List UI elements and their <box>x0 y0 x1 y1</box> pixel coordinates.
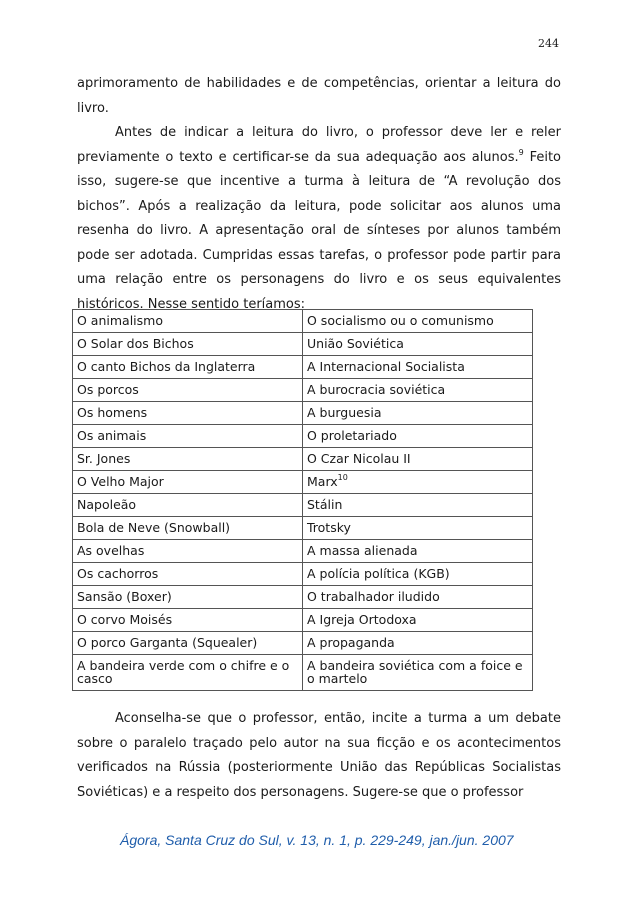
cell-text: O corvo Moisés <box>77 612 173 627</box>
cell-text: Trotsky <box>307 520 351 535</box>
cell-text: O porco Garganta (Squealer) <box>77 635 258 650</box>
historical-equivalent-cell <box>303 540 533 563</box>
historical-equivalent-cell <box>303 356 533 379</box>
historical-equivalent-cell <box>303 333 533 356</box>
book-element-cell <box>73 540 303 563</box>
cell-text: O animalismo <box>77 313 163 328</box>
cell-text: Os cachorros <box>77 566 159 581</box>
historical-equivalent-cell <box>303 517 533 540</box>
historical-equivalent-cell <box>303 609 533 632</box>
cell-text: A propaganda <box>307 635 395 650</box>
cell-text: A burguesia <box>307 405 382 420</box>
cell-text: A Internacional Socialista <box>307 359 465 374</box>
footnote-ref-10[interactable]: 10 <box>337 473 348 482</box>
table-row <box>73 356 533 379</box>
cell-text: Os homens <box>77 405 148 420</box>
book-element-cell <box>73 632 303 655</box>
book-element-cell <box>73 563 303 586</box>
cell-text: O Solar dos Bichos <box>77 336 194 351</box>
page-number: 244 <box>538 37 559 50</box>
table-row <box>73 333 533 356</box>
historical-equivalent-cell <box>303 563 533 586</box>
book-element-cell <box>73 609 303 632</box>
cell-text: O Velho Major <box>77 474 164 489</box>
journal-footer: Ágora, Santa Cruz do Sul, v. 13, n. 1, p. 229-249, jan./jun. 2007 <box>120 832 514 848</box>
cell-text: Napoleão <box>77 497 137 512</box>
table-row <box>73 448 533 471</box>
book-element-cell <box>73 425 303 448</box>
historical-equivalent-cell <box>303 632 533 655</box>
character-mapping-table <box>72 309 533 691</box>
cell-text: O proletariado <box>307 428 397 443</box>
historical-equivalent-cell <box>303 379 533 402</box>
table-row <box>73 379 533 402</box>
table-row <box>73 471 533 494</box>
cell-text: As ovelhas <box>77 543 145 558</box>
cell-text: Sr. Jones <box>77 451 131 466</box>
book-element-cell <box>73 333 303 356</box>
table-row <box>73 540 533 563</box>
cell-text: A Igreja Ortodoxa <box>307 612 417 627</box>
cell-text: O trabalhador iludido <box>307 589 440 604</box>
book-element-cell <box>73 586 303 609</box>
cell-text: Marx <box>307 474 338 489</box>
table-row <box>73 586 533 609</box>
historical-equivalent-cell <box>303 310 533 333</box>
book-element-cell <box>73 517 303 540</box>
table-row <box>73 425 533 448</box>
table-row <box>73 655 533 691</box>
book-element-cell <box>73 356 303 379</box>
historical-equivalent-cell <box>303 425 533 448</box>
table-row <box>73 494 533 517</box>
cell-text: A polícia política (KGB) <box>307 566 450 581</box>
cell-text: A burocracia soviética <box>307 382 446 397</box>
historical-equivalent-cell <box>303 471 533 494</box>
cell-text: Bola de Neve (Snowball) <box>77 520 231 535</box>
cell-text: União Soviética <box>307 336 404 351</box>
table-row <box>73 609 533 632</box>
table-row <box>73 310 533 333</box>
book-element-cell <box>73 379 303 402</box>
paragraph-1 <box>77 72 561 121</box>
table-row <box>73 563 533 586</box>
cell-text: O canto Bichos da Inglaterra <box>77 359 256 374</box>
historical-equivalent-cell <box>303 448 533 471</box>
paragraph-1-text: aprimoramento de habilidades e de competências, orientar a leitura do livro. <box>77 76 561 116</box>
historical-equivalent-cell <box>303 586 533 609</box>
book-element-cell <box>73 310 303 333</box>
table-row <box>73 517 533 540</box>
table-row <box>73 402 533 425</box>
book-element-cell <box>73 448 303 471</box>
book-element-cell <box>73 494 303 517</box>
historical-equivalent-cell <box>303 402 533 425</box>
paragraph-3 <box>77 707 561 805</box>
book-element-cell <box>73 655 303 691</box>
cell-text: Os porcos <box>77 382 139 397</box>
cell-text: A bandeira verde com o chifre e o casco <box>77 658 290 686</box>
cell-text: A bandeira soviética com a foice e o martelo <box>307 658 523 686</box>
cell-text: Os animais <box>77 428 147 443</box>
footnote-ref-9[interactable]: 9 <box>518 147 524 157</box>
cell-text: A massa alienada <box>307 543 418 558</box>
cell-text: Sansão (Boxer) <box>77 589 172 604</box>
cell-text: O Czar Nicolau II <box>307 451 411 466</box>
paragraph-3-text: Aconselha-se que o professor, então, incite a turma a um debate sobre o paralelo traçado pelo autor na sua ficção e os acontecimentos verificados na Rússia (posteriormente União das Repúblicas Socialistas Soviéticas) e a respeito dos personagens. Sugere-se que o professor <box>77 711 561 800</box>
book-element-cell <box>73 402 303 425</box>
book-element-cell <box>73 471 303 494</box>
paragraph-2-text-b: Feito isso, sugere-se que incentive a turma à leitura de “A revolução dos bichos”. Após a realização da leitura, pode solicitar aos alunos uma resenha do livro. A apresentação oral de sínteses por alunos também pode ser adotada. Cumpridas essas tarefas, o professor pode partir para uma relação entre os personagens do livro e os seus equivalentes históricos. Nesse sentido teríamos: <box>77 149 561 312</box>
paragraph-2 <box>77 121 561 317</box>
table-row <box>73 632 533 655</box>
cell-text: O socialismo ou o comunismo <box>307 313 494 328</box>
cell-text: Stálin <box>307 497 343 512</box>
historical-equivalent-cell <box>303 655 533 691</box>
paragraph-2-text-a: Antes de indicar a leitura do livro, o professor deve ler e reler previamente o texto e certificar-se da sua adequação aos alunos. <box>77 125 561 165</box>
historical-equivalent-cell <box>303 494 533 517</box>
